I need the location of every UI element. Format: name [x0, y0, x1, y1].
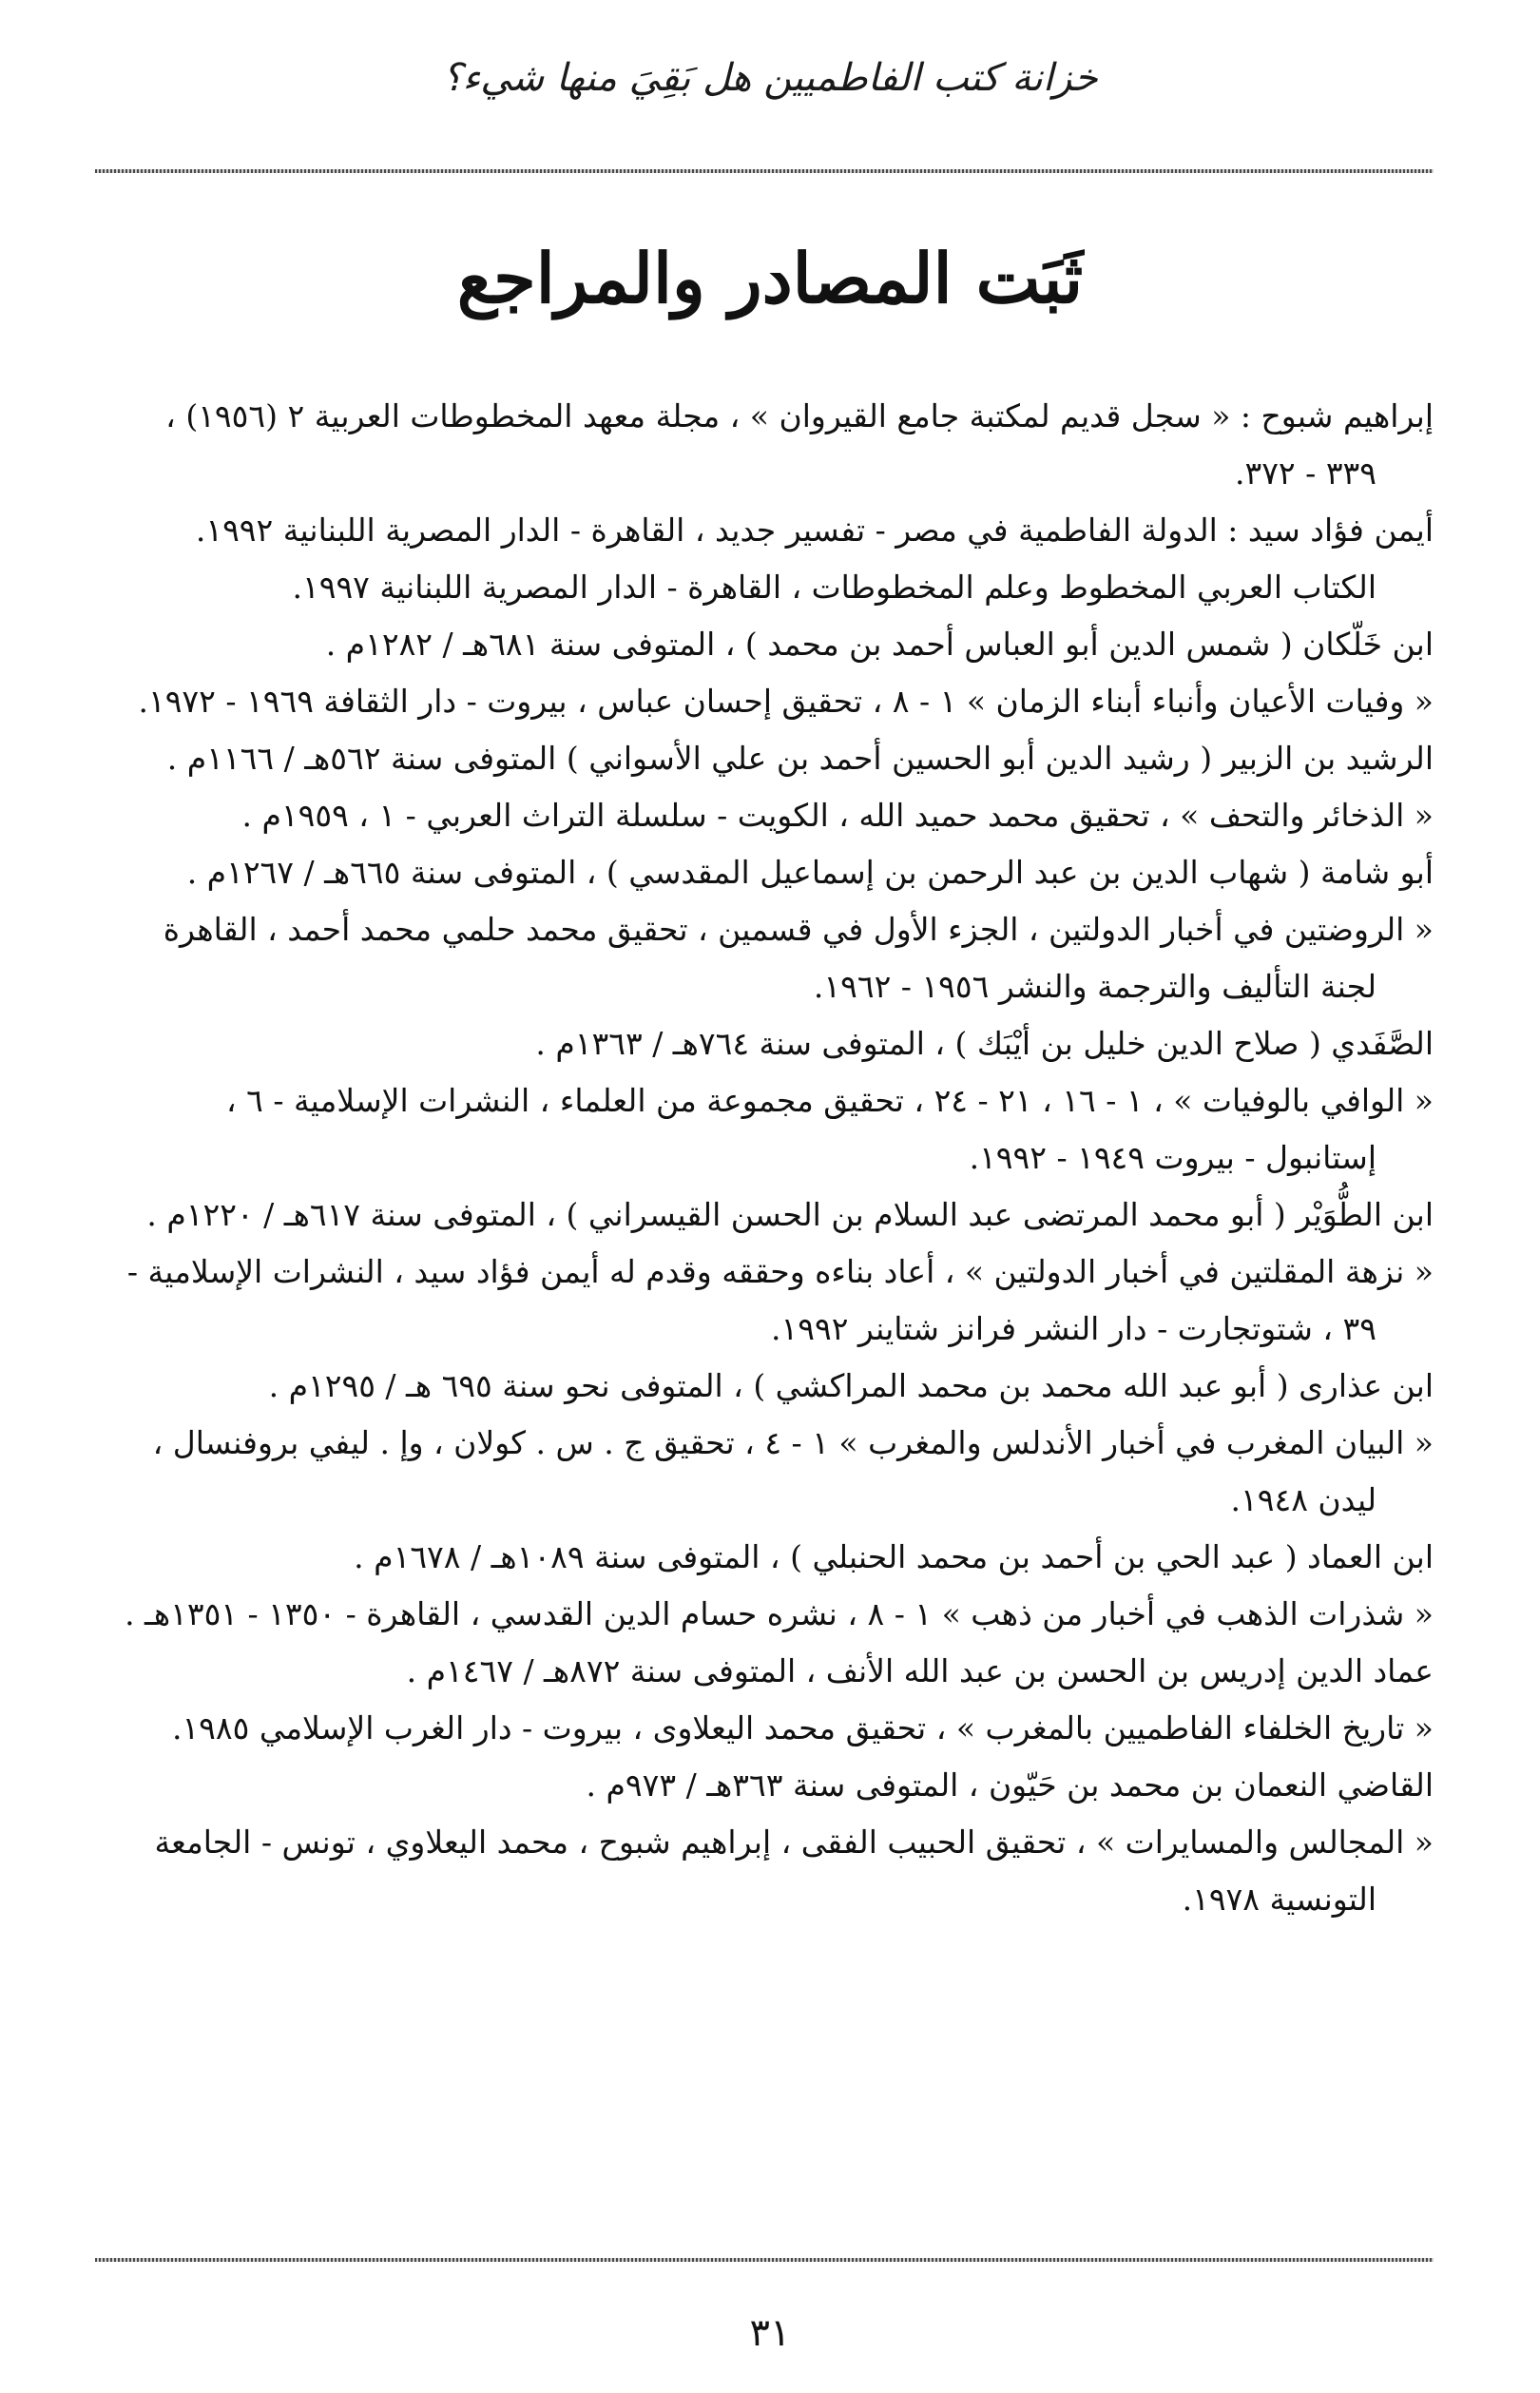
- entry-text: ابن العماد ( عبد الحي بن أحمد بن محمد الحنبلي ) ، المتوفى سنة ١٠٨٩هـ / ١٦٧٨م .: [354, 1538, 1434, 1575]
- bibliography-entry: [95, 1072, 1434, 1187]
- bibliography-entry: [95, 1700, 1434, 1757]
- bibliography-entry: [95, 844, 1434, 901]
- entry-text: « نزهة المقلتين في أخبار الدولتين » ، أعاد بناءه وحققه وقدم له أيمن فؤاد سيد ، النشرات الإسلامية -: [126, 1253, 1434, 1290]
- bibliography-entry: [95, 901, 1434, 1015]
- entry-text: « المجالس والمسايرات » ، تحقيق الحبيب الفقى ، إبراهيم شبوح ، محمد اليعلاوي ، تونس - الجامعة: [154, 1824, 1434, 1861]
- entry-text: الرشيد بن الزبير ( رشيد الدين أبو الحسين أحمد بن علي الأسواني ) المتوفى سنة ٥٦٢هـ / ١١٦٦م .: [166, 740, 1434, 777]
- footer-rule: [95, 2258, 1434, 2262]
- bibliography-entry: [95, 1415, 1434, 1529]
- entry-text: إبراهيم شبوح : « سجل قديم لمكتبة جامع القيروان » ، مجلة معهد المخطوطات العربية ٢ (١٩٥٦) ،: [165, 397, 1434, 434]
- entry-continuation: ٣٩ ، شتوتجارت - دار النشر فرانز شتاينر ١٩٩٢.: [771, 1310, 1376, 1347]
- entry-text: « البيان المغرب في أخبار الأندلس والمغرب » ١ - ٤ ، تحقيق ج . س . كولان ، وإ . ليفي بروفنسال ،: [152, 1424, 1434, 1461]
- entry-text: ابن خَلّكان ( شمس الدين أبو العباس أحمد بن محمد ) ، المتوفى سنة ٦٨١هـ / ١٢٨٢م .: [325, 626, 1434, 663]
- running-head: خزانة كتب الفاطميين هل بَقِيَ منها شيء؟: [442, 56, 1098, 100]
- bibliography-list: [95, 388, 1434, 1928]
- entry-continuation: ليدن ١٩٤٨.: [1230, 1481, 1376, 1518]
- bibliography-entry: [95, 1015, 1434, 1072]
- entry-text: ابن عذارى ( أبو عبد الله محمد بن محمد المراكشي ) ، المتوفى نحو سنة ٦٩٥ هـ / ١٢٩٥م .: [268, 1367, 1434, 1404]
- entry-text: أبو شامة ( شهاب الدين بن عبد الرحمن بن إسماعيل المقدسي ) ، المتوفى سنة ٦٦٥هـ / ١٢٦٧م .: [186, 854, 1434, 891]
- entry-continuation: إستانبول - بيروت ١٩٤٩ - ١٩٩٢.: [969, 1139, 1376, 1176]
- header-rule: [95, 169, 1434, 173]
- bibliography-entry: [95, 1244, 1434, 1358]
- entry-text: « الوافي بالوفيات » ، ١ - ١٦ ، ٢١ - ٢٤ ، تحقيق مجموعة من العلماء ، النشرات الإسلامية - ٦ ،: [225, 1082, 1434, 1119]
- entry-text: الصَّفَدي ( صلاح الدين خليل بن أيْبَك ) ، المتوفى سنة ٧٦٤هـ / ١٣٦٣م .: [535, 1025, 1434, 1062]
- bibliography-entry: [95, 1529, 1434, 1586]
- bibliography-entry: [95, 673, 1434, 730]
- entry-continuation: ٣٣٩ - ٣٧٢.: [1234, 454, 1376, 492]
- entry-text: « الروضتين في أخبار الدولتين ، الجزء الأول في قسمين ، تحقيق محمد حلمي محمد أحمد ، القاهرة: [163, 911, 1434, 948]
- entry-continuation: الكتاب العربي المخطوط وعلم المخطوطات ، القاهرة - الدار المصرية اللبنانية ١٩٩٧.: [292, 569, 1376, 606]
- bibliography-entry: [95, 1358, 1434, 1415]
- bibliography-entry: [95, 616, 1434, 673]
- bibliography-entry: [95, 1643, 1434, 1700]
- bibliography-entry: [95, 1586, 1434, 1643]
- bibliography-entry: [95, 502, 1434, 616]
- entry-text: « شذرات الذهب في أخبار من ذهب » ١ - ٨ ، نشره حسام الدين القدسي ، القاهرة - ١٣٥٠ - ١٣٥١هـ .: [125, 1595, 1434, 1632]
- entry-text: ابن الطُّوَيْر ( أبو محمد المرتضى عبد السلام بن الحسن القيسراني ) ، المتوفى سنة ٦١٧هـ / ١٢٢٠م .: [146, 1196, 1434, 1233]
- page-title: ثَبَت المصادر والمراجع: [456, 238, 1084, 318]
- entry-text: أيمن فؤاد سيد : الدولة الفاطمية في مصر - تفسير جديد ، القاهرة - الدار المصرية اللبنانية ١٩٩٢.: [195, 511, 1434, 549]
- bibliography-entry: [95, 388, 1434, 502]
- entry-text: « تاريخ الخلفاء الفاطميين بالمغرب » ، تحقيق محمد اليعلاوى ، بيروت - دار الغرب الإسلامي ١٩٨٥.: [171, 1709, 1434, 1747]
- entry-text: « وفيات الأعيان وأنباء أبناء الزمان » ١ - ٨ ، تحقيق إحسان عباس ، بيروت - دار الثقافة ١٩٦٩ - ١٩٧٢.: [138, 683, 1434, 720]
- bibliography-entry: [95, 787, 1434, 844]
- entry-continuation: لجنة التأليف والترجمة والنشر ١٩٥٦ - ١٩٦٢.: [813, 968, 1376, 1005]
- entry-text: القاضي النعمان بن محمد بن حَيّون ، المتوفى سنة ٣٦٣هـ / ٩٧٣م .: [586, 1766, 1434, 1804]
- entry-text: عماد الدين إدريس بن الحسن بن عبد الله الأنف ، المتوفى سنة ٨٧٢هـ / ١٤٦٧م .: [406, 1652, 1434, 1689]
- bibliography-entry: [95, 1187, 1434, 1244]
- bibliography-entry: [95, 730, 1434, 787]
- bibliography-entry: [95, 1757, 1434, 1814]
- page-number: ٣١: [749, 2311, 791, 2355]
- entry-text: « الذخائر والتحف » ، تحقيق محمد حميد الله ، الكويت - سلسلة التراث العربي - ١ ، ١٩٥٩م .: [241, 797, 1434, 834]
- entry-continuation: التونسية ١٩٧٨.: [1182, 1881, 1376, 1918]
- bibliography-entry: [95, 1814, 1434, 1928]
